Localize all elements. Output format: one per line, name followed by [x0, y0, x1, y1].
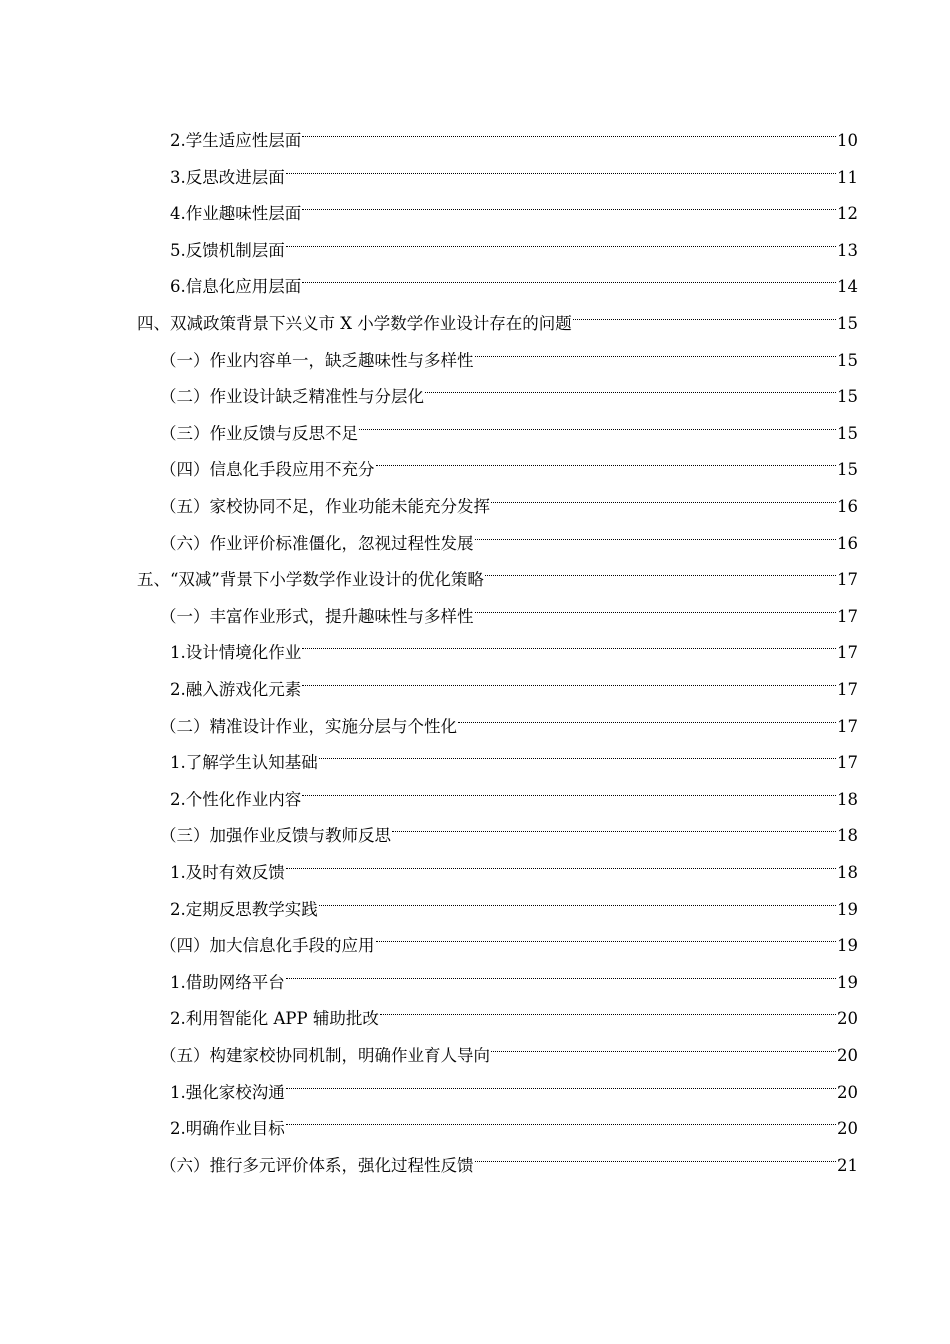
toc-dot-leader [302, 110, 836, 146]
toc-entry-page-number: 15 [837, 314, 858, 333]
toc-dot-leader [475, 1135, 837, 1171]
toc-entry-title: （二）作业设计缺乏精准性与分层化 [160, 387, 424, 407]
toc-entry-page-number: 21 [837, 1155, 858, 1175]
toc-entry[interactable] [160, 1025, 858, 1065]
toc-entry[interactable] [170, 110, 858, 150]
toc-entry-page-number: 15 [837, 387, 858, 407]
toc-entry[interactable] [160, 439, 858, 480]
toc-entry-page-number: 19 [837, 972, 858, 992]
toc-entry-title: 1.及时有效反馈 [170, 863, 285, 882]
toc-entry-page-number: 16 [837, 533, 858, 553]
toc-entry[interactable] [170, 220, 858, 260]
toc-dot-leader [286, 1098, 836, 1134]
toc-entry-page-number: 17 [837, 680, 858, 699]
toc-entry-title: 1.借助网络平台 [170, 972, 285, 992]
toc-entry-title: 3.反思改进层面 [170, 167, 285, 187]
toc-entry[interactable] [170, 622, 858, 663]
toc-entry[interactable] [170, 732, 858, 773]
toc-entry-page-number: 17 [837, 643, 858, 663]
toc-entry[interactable] [160, 805, 858, 846]
toc-entry-page-number: 12 [837, 204, 858, 224]
toc-entry-title: 1.强化家校沟通 [170, 1082, 285, 1102]
toc-entry-page-number: 19 [837, 899, 858, 919]
toc-entry-page-number: 16 [837, 497, 858, 516]
toc-entry-page-number: 13 [837, 240, 858, 260]
toc-entry-page-number: 20 [837, 1119, 858, 1139]
toc-entry-page-number: 18 [837, 789, 858, 809]
toc-entry-page-number: 20 [837, 1046, 858, 1065]
toc-entry[interactable] [160, 1135, 858, 1175]
toc-entry-title: （六）推行多元评价体系，强化过程性反馈 [160, 1155, 474, 1175]
toc-entry[interactable] [170, 147, 858, 187]
toc-dot-leader [475, 330, 837, 366]
toc-entry-page-number: 20 [837, 1082, 858, 1102]
toc-entry-page-number: 17 [837, 570, 858, 590]
toc-entry-page-number: 15 [837, 423, 858, 443]
toc-entry-title: （五）家校协同不足，作业功能未能充分发挥 [160, 497, 490, 516]
toc-entry-title: （四）信息化手段应用不充分 [160, 460, 375, 480]
toc-entry-page-number: 15 [837, 350, 858, 370]
toc-entry-title: （四）加大信息化手段的应用 [160, 936, 375, 956]
toc-entry-title: 2.利用智能化 APP 辅助批改 [170, 1009, 379, 1029]
toc-entry[interactable] [160, 513, 858, 553]
toc-entry-page-number: 19 [837, 936, 858, 956]
toc-entry-title: 5.反馈机制层面 [170, 240, 285, 260]
toc-entry-page-number: 17 [837, 716, 858, 736]
toc-entry[interactable] [170, 659, 858, 699]
toc-entry[interactable] [137, 293, 858, 333]
toc-entry[interactable] [160, 330, 858, 370]
toc-entry[interactable] [160, 476, 858, 516]
toc-dot-leader [475, 513, 837, 549]
toc-entry[interactable] [170, 952, 858, 992]
toc-entry-title: 四、双减政策背景下兴义市 X 小学数学作业设计存在的问题 [137, 314, 572, 333]
toc-entry[interactable] [170, 1062, 858, 1102]
toc-entry-title: 1.设计情境化作业 [170, 643, 302, 663]
toc-entry[interactable] [170, 183, 858, 224]
toc-entry[interactable] [160, 403, 858, 443]
toc-dot-leader [425, 366, 836, 402]
toc-dot-leader [286, 1062, 836, 1098]
toc-entry-page-number: 17 [837, 606, 858, 626]
toc-dot-leader [380, 988, 836, 1024]
toc-dot-leader [302, 256, 836, 292]
toc-entry[interactable] [170, 1098, 858, 1139]
toc-entry[interactable] [160, 915, 858, 956]
toc-dot-leader [319, 879, 836, 915]
toc-dot-leader [286, 147, 836, 183]
toc-dot-leader [302, 769, 836, 805]
toc-entry-title: 2.定期反思教学实践 [170, 899, 318, 919]
toc-entry[interactable] [170, 842, 858, 882]
toc-dot-leader [376, 915, 837, 951]
toc-entry[interactable] [170, 879, 858, 919]
toc-dot-leader [458, 696, 836, 732]
toc-dot-leader [359, 403, 836, 439]
toc-dot-leader [286, 842, 836, 878]
toc-entry[interactable] [170, 256, 858, 297]
toc-dot-leader [573, 293, 836, 329]
toc-entry[interactable] [170, 769, 858, 809]
toc-entry-title: （一）作业内容单一，缺乏趣味性与多样性 [160, 350, 474, 370]
toc-entry-title: 1.了解学生认知基础 [170, 753, 318, 773]
toc-entry-page-number: 18 [837, 826, 858, 846]
toc-entry[interactable] [170, 988, 858, 1029]
toc-dot-leader [302, 659, 836, 695]
toc-entry-page-number: 17 [837, 753, 858, 773]
toc-entry-page-number: 20 [837, 1009, 858, 1029]
toc-entry-title: （五）构建家校协同机制，明确作业育人导向 [160, 1046, 490, 1065]
toc-entry-title: （二）精准设计作业，实施分层与个性化 [160, 716, 457, 736]
toc-entry[interactable] [160, 696, 858, 736]
toc-entry-title: 6.信息化应用层面 [170, 277, 302, 297]
toc-dot-leader [302, 183, 836, 219]
toc-dot-leader [475, 586, 837, 622]
toc-entry-title: 2.个性化作业内容 [170, 789, 302, 809]
toc-entry-title: （一）丰富作业形式，提升趣味性与多样性 [160, 606, 474, 626]
toc-entry-title: （三）加强作业反馈与教师反思 [160, 826, 391, 846]
toc-entry-title: 2.学生适应性层面 [170, 131, 302, 150]
toc-entry-page-number: 18 [837, 863, 858, 882]
toc-entry-title: 2.融入游戏化元素 [170, 680, 302, 699]
toc-entry[interactable] [137, 549, 858, 590]
toc-dot-leader [491, 476, 836, 512]
toc-entry-page-number: 11 [837, 167, 858, 187]
toc-dot-leader [286, 220, 836, 256]
toc-entry[interactable] [160, 586, 858, 626]
toc-entry-title: 五、“双减”背景下小学数学作业设计的优化策略 [137, 570, 484, 590]
toc-dot-leader [319, 732, 836, 768]
toc-dot-leader [286, 952, 836, 988]
toc-entry[interactable] [160, 366, 858, 407]
toc-entry-title: （六）作业评价标准僵化，忽视过程性发展 [160, 533, 474, 553]
toc-entry-page-number: 15 [837, 460, 858, 480]
toc-dot-leader [491, 1025, 836, 1061]
toc-entry-page-number: 10 [837, 131, 858, 150]
toc-dot-leader [392, 805, 836, 841]
toc-dot-leader [376, 439, 837, 475]
toc-entry-page-number: 14 [837, 277, 858, 297]
toc-dot-leader [302, 622, 836, 658]
toc-dot-leader [485, 549, 836, 585]
toc-entry-title: （三）作业反馈与反思不足 [160, 423, 358, 443]
toc-entry-title: 2.明确作业目标 [170, 1119, 285, 1139]
toc-entry-title: 4.作业趣味性层面 [170, 204, 302, 224]
